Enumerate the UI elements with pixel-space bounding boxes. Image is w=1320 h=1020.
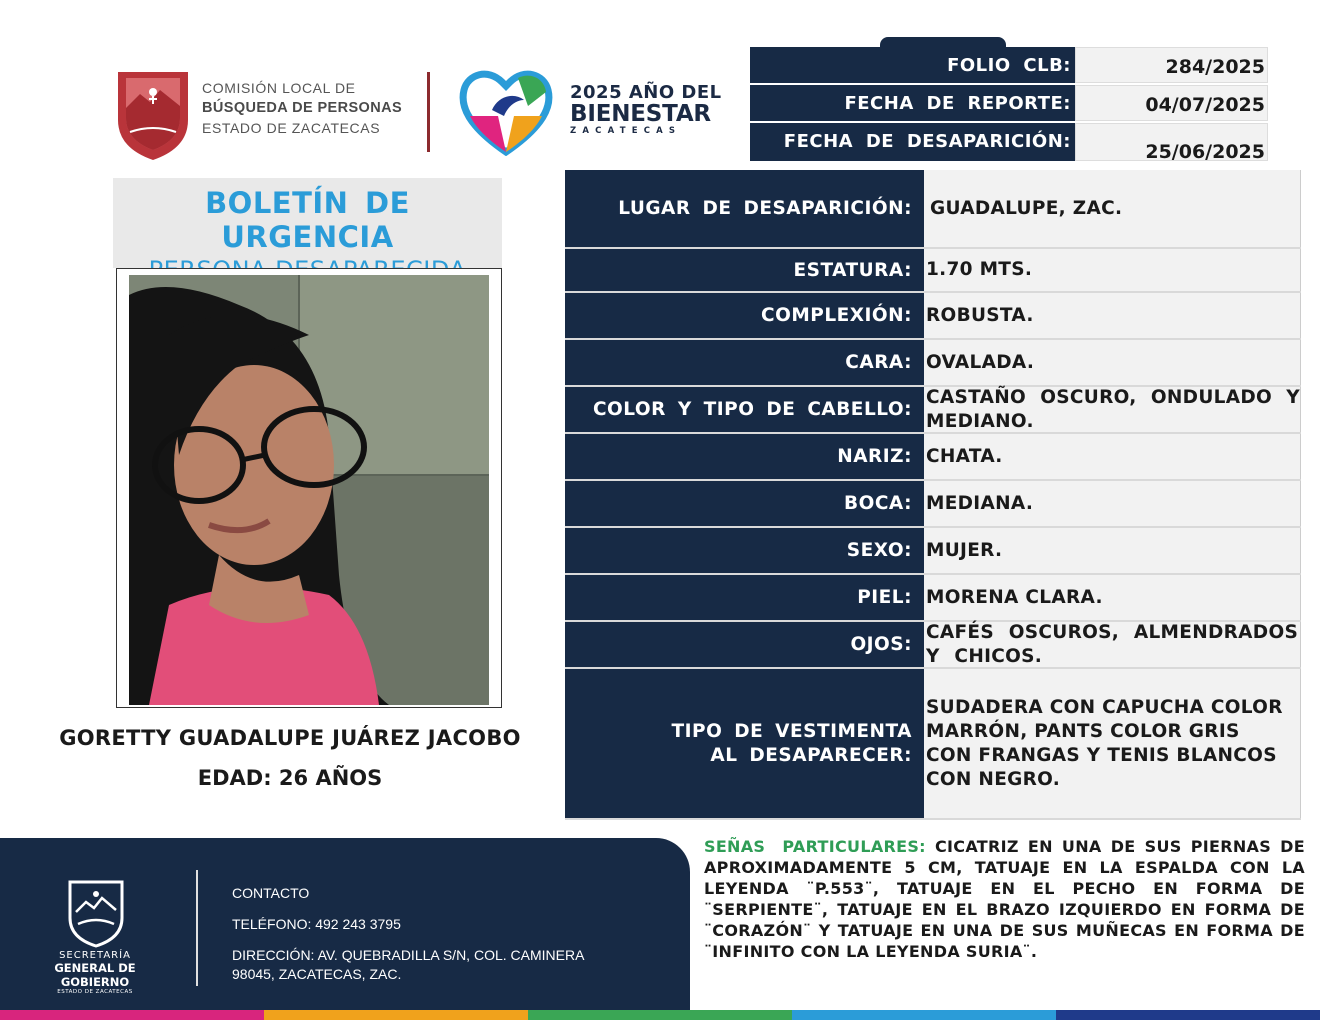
stripe-segment	[1056, 1010, 1320, 1020]
detail-row-face	[565, 340, 1301, 387]
detail-label: LUGAR DE DESAPARICIÓN:	[565, 170, 924, 247]
stripe-segment	[264, 1010, 528, 1020]
folio-row	[750, 47, 1268, 85]
detail-row-hair	[565, 387, 1301, 434]
folio-label: FOLIO CLB:	[750, 47, 1075, 83]
stripe-segment	[0, 1010, 264, 1020]
detail-label: SEXO:	[565, 528, 924, 573]
detail-value: 1.70 MTS.	[924, 249, 1301, 291]
detail-row-build	[565, 293, 1301, 340]
report-date-value: 04/07/2025	[1075, 85, 1268, 121]
detail-row-nose	[565, 434, 1301, 481]
detail-value-text: CAFÉS OSCUROS, ALMENDRADOS Y CHICOS.	[926, 621, 1299, 667]
footer-divider	[196, 870, 198, 986]
detail-label: NARIZ:	[565, 434, 924, 479]
org-line-2: BÚSQUEDA DE PERSONAS	[202, 100, 403, 116]
org-line-3: ESTADO DE ZACATECAS	[202, 120, 381, 136]
bienestar-heart-logo	[458, 66, 554, 156]
detail-value: OVALADA.	[924, 340, 1301, 385]
detail-value	[924, 669, 1301, 818]
detail-row-eyes	[565, 622, 1301, 669]
report-date-row	[750, 85, 1268, 123]
photo-frame	[116, 268, 502, 708]
bienestar-line-2: BIENESTAR	[570, 101, 711, 127]
org-line-1: COMISIÓN LOCAL DE	[202, 80, 356, 96]
detail-value: CHATA.	[924, 434, 1301, 479]
detail-row-sex	[565, 528, 1301, 575]
folio-table	[750, 47, 1268, 163]
address-line-2: 98045, ZACATECAS, ZAC.	[232, 966, 402, 982]
sgg-shield-logo	[66, 878, 126, 948]
detail-row-clothing	[565, 669, 1301, 820]
color-stripe	[0, 1010, 1320, 1020]
detail-row-mouth	[565, 481, 1301, 528]
contact-block	[232, 878, 584, 984]
detail-label-text: TIPO DE VESTIMENTA AL DESAPARECER:	[671, 720, 912, 766]
detail-row-height	[565, 249, 1301, 293]
distinguishing-marks-text: CICATRIZ EN UNA DE SUS PIERNAS DE APROXIMADAMENTE 5 CM, TATUAJE EN LA ESPALDA CON LA LEYENDA ¨P.553¨, TATUAJE EN EL PECHO EN FORMA DE ¨SERPIENTE¨, TATUAJE EN EL BRAZO IZQUIERDO EN FORMA DE ¨CORAZÓN¨ Y TATUAJE EN UNA DE SUS MUÑECAS EN FORMA DE ¨INFINITO CON LA LEYENDA SURIA¨.	[704, 837, 1305, 961]
distinguishing-marks	[704, 836, 1305, 962]
report-date-label: FECHA DE REPORTE:	[750, 85, 1075, 121]
detail-value: ROBUSTA.	[924, 293, 1301, 338]
sgg-line-1: SECRETARÍA	[59, 950, 131, 961]
bienestar-line-1: 2025 AÑO DEL	[570, 82, 722, 103]
sgg-line-3: ESTADO DE ZACATECAS	[57, 989, 133, 995]
detail-label: COMPLEXIÓN:	[565, 293, 924, 338]
sgg-wordmark	[20, 950, 170, 995]
address-line-1: DIRECCIÓN: AV. QUEBRADILLA S/N, COL. CAMINERA	[232, 947, 585, 963]
details-table	[565, 170, 1301, 820]
detail-label: BOCA:	[565, 481, 924, 526]
detail-value: GUADALUPE, ZAC.	[924, 170, 1301, 247]
detail-value: MORENA CLARA.	[924, 575, 1301, 620]
detail-value: MEDIANA.	[924, 481, 1301, 526]
clb-shield-logo	[114, 70, 192, 162]
detail-value-text: CASTAÑO OSCURO, ONDULADO Y MEDIANO.	[926, 386, 1300, 432]
detail-value: MUJER.	[924, 528, 1301, 573]
folio-tab-decoration	[880, 37, 1006, 47]
disappearance-date-row	[750, 123, 1268, 163]
contact-address	[232, 946, 584, 984]
footer-panel	[0, 838, 690, 1010]
sgg-line-2: GENERAL DE GOBIERNO	[54, 961, 136, 989]
detail-label: PIEL:	[565, 575, 924, 620]
detail-row-place	[565, 170, 1301, 249]
contact-phone: TELÉFONO: 492 243 3795	[232, 916, 401, 932]
bulletin-title: BOLETÍN DE URGENCIA	[205, 186, 410, 254]
detail-label: CARA:	[565, 340, 924, 385]
detail-value-text: SUDADERA CON CAPUCHA COLOR MARRÓN, PANTS COLOR GRIS CON FRANGAS Y TENIS BLANCOS CON NEGRO.	[926, 696, 1283, 790]
distinguishing-marks-label: SEÑAS PARTICULARES:	[704, 837, 926, 856]
disappearance-date-value: 25/06/2025	[1075, 123, 1268, 161]
detail-row-skin	[565, 575, 1301, 622]
detail-label: COLOR Y TIPO DE CABELLO:	[565, 387, 924, 432]
clb-org-name	[202, 78, 422, 138]
person-age: EDAD: 26 AÑOS	[197, 766, 383, 790]
bienestar-line-3: ZACATECAS	[570, 126, 682, 136]
header-divider	[427, 72, 430, 152]
detail-label: OJOS:	[565, 622, 924, 667]
disappearance-date-label: FECHA DE DESAPARICIÓN:	[750, 123, 1075, 161]
bulletin-title-box	[113, 178, 502, 268]
person-photo	[129, 275, 489, 705]
detail-value	[924, 387, 1301, 432]
detail-label: ESTATURA:	[565, 249, 924, 291]
detail-value	[924, 622, 1301, 667]
folio-value: 284/2025	[1075, 47, 1268, 83]
contact-title: CONTACTO	[232, 885, 310, 901]
stripe-segment	[528, 1010, 792, 1020]
bienestar-wordmark	[570, 84, 730, 136]
detail-label	[565, 669, 924, 818]
stripe-segment	[792, 1010, 1056, 1020]
person-name: GORETTY GUADALUPE JUÁREZ JACOBO	[59, 726, 521, 750]
